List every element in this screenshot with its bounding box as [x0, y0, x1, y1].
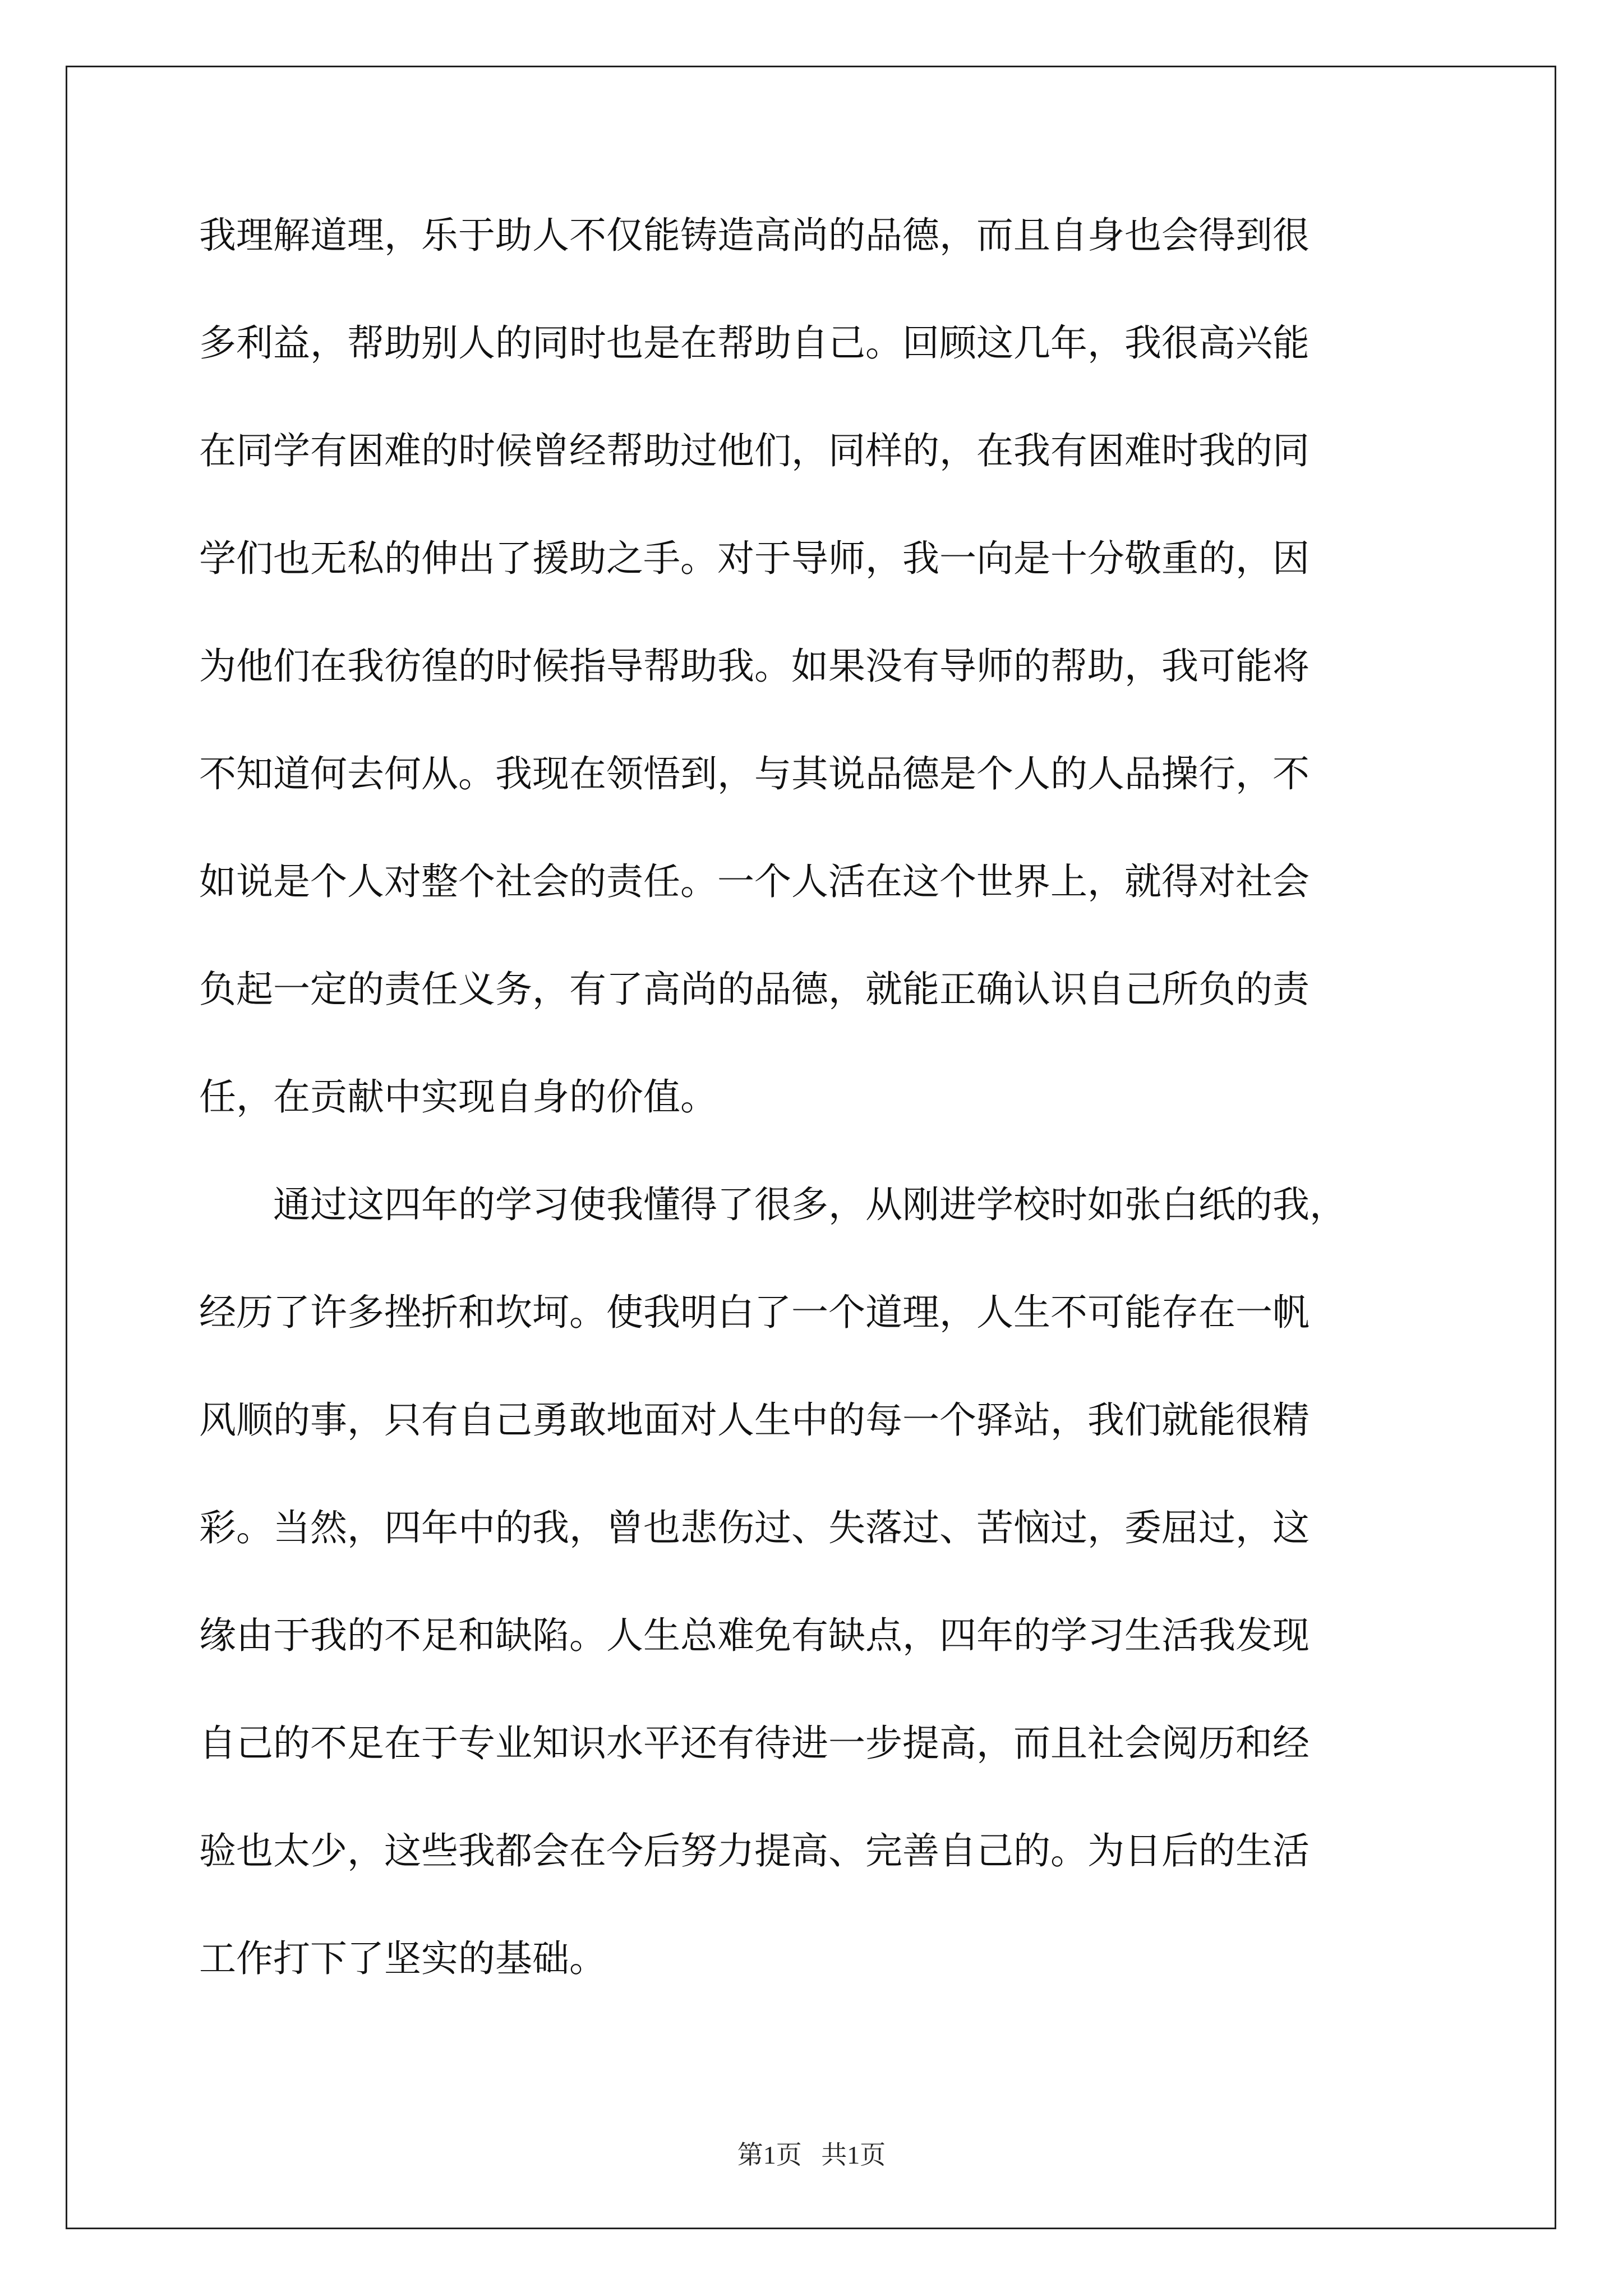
- text-line: 负起一定的责任义务，有了高尚的品德，就能正确认识自己所负的责: [199, 968, 1310, 1011]
- text-line: 为他们在我彷徨的时候指导帮助我。如果没有导师的帮助，我可能将: [199, 645, 1310, 688]
- text-line: 如说是个人对整个社会的责任。一个人活在这个世界上，就得对社会: [199, 860, 1310, 903]
- text-line: 任，在贡献中实现自身的价值。: [199, 1075, 717, 1119]
- text-line: 缘由于我的不足和缺陷。人生总难免有缺点，四年的学习生活我发现: [199, 1614, 1310, 1657]
- text-line: 工作打下了坚实的基础。: [199, 1937, 606, 1980]
- text-line: 风顺的事，只有自己勇敢地面对人生中的每一个驿站，我们就能很精: [199, 1398, 1310, 1442]
- text-line: 通过这四年的学习使我懂得了很多，从刚进学校时如张白纸的我，: [273, 1183, 1347, 1226]
- document-body: [199, 213, 1422, 2044]
- text-line: 学们也无私的伸出了援助之手。对于导师，我一向是十分敬重的，因: [199, 537, 1310, 580]
- text-line: 自己的不足在于专业知识水平还有待进一步提高，而且社会阅历和经: [199, 1722, 1310, 1765]
- text-line: 多利益，帮助别人的同时也是在帮助自己。回顾这几年，我很高兴能: [199, 321, 1310, 365]
- text-line: 在同学有困难的时候曾经帮助过他们，同样的，在我有困难时我的同: [199, 429, 1310, 472]
- text-line: 彩。当然，四年中的我，曾也悲伤过、失落过、苦恼过，委屈过，这: [199, 1506, 1310, 1549]
- text-line: 经历了许多挫折和坎坷。使我明白了一个道理，人生不可能存在一帆: [199, 1291, 1310, 1334]
- page-number-footer: 第1页 共1页: [737, 2141, 886, 2169]
- text-line: 我理解道理，乐于助人不仅能铸造高尚的品德，而且自身也会得到很: [199, 214, 1310, 257]
- text-line: 不知道何去何从。我现在领悟到，与其说品德是个人的人品操行，不: [199, 752, 1310, 795]
- text-line: 验也太少，这些我都会在今后努力提高、完善自己的。为日后的生活: [199, 1829, 1310, 1872]
